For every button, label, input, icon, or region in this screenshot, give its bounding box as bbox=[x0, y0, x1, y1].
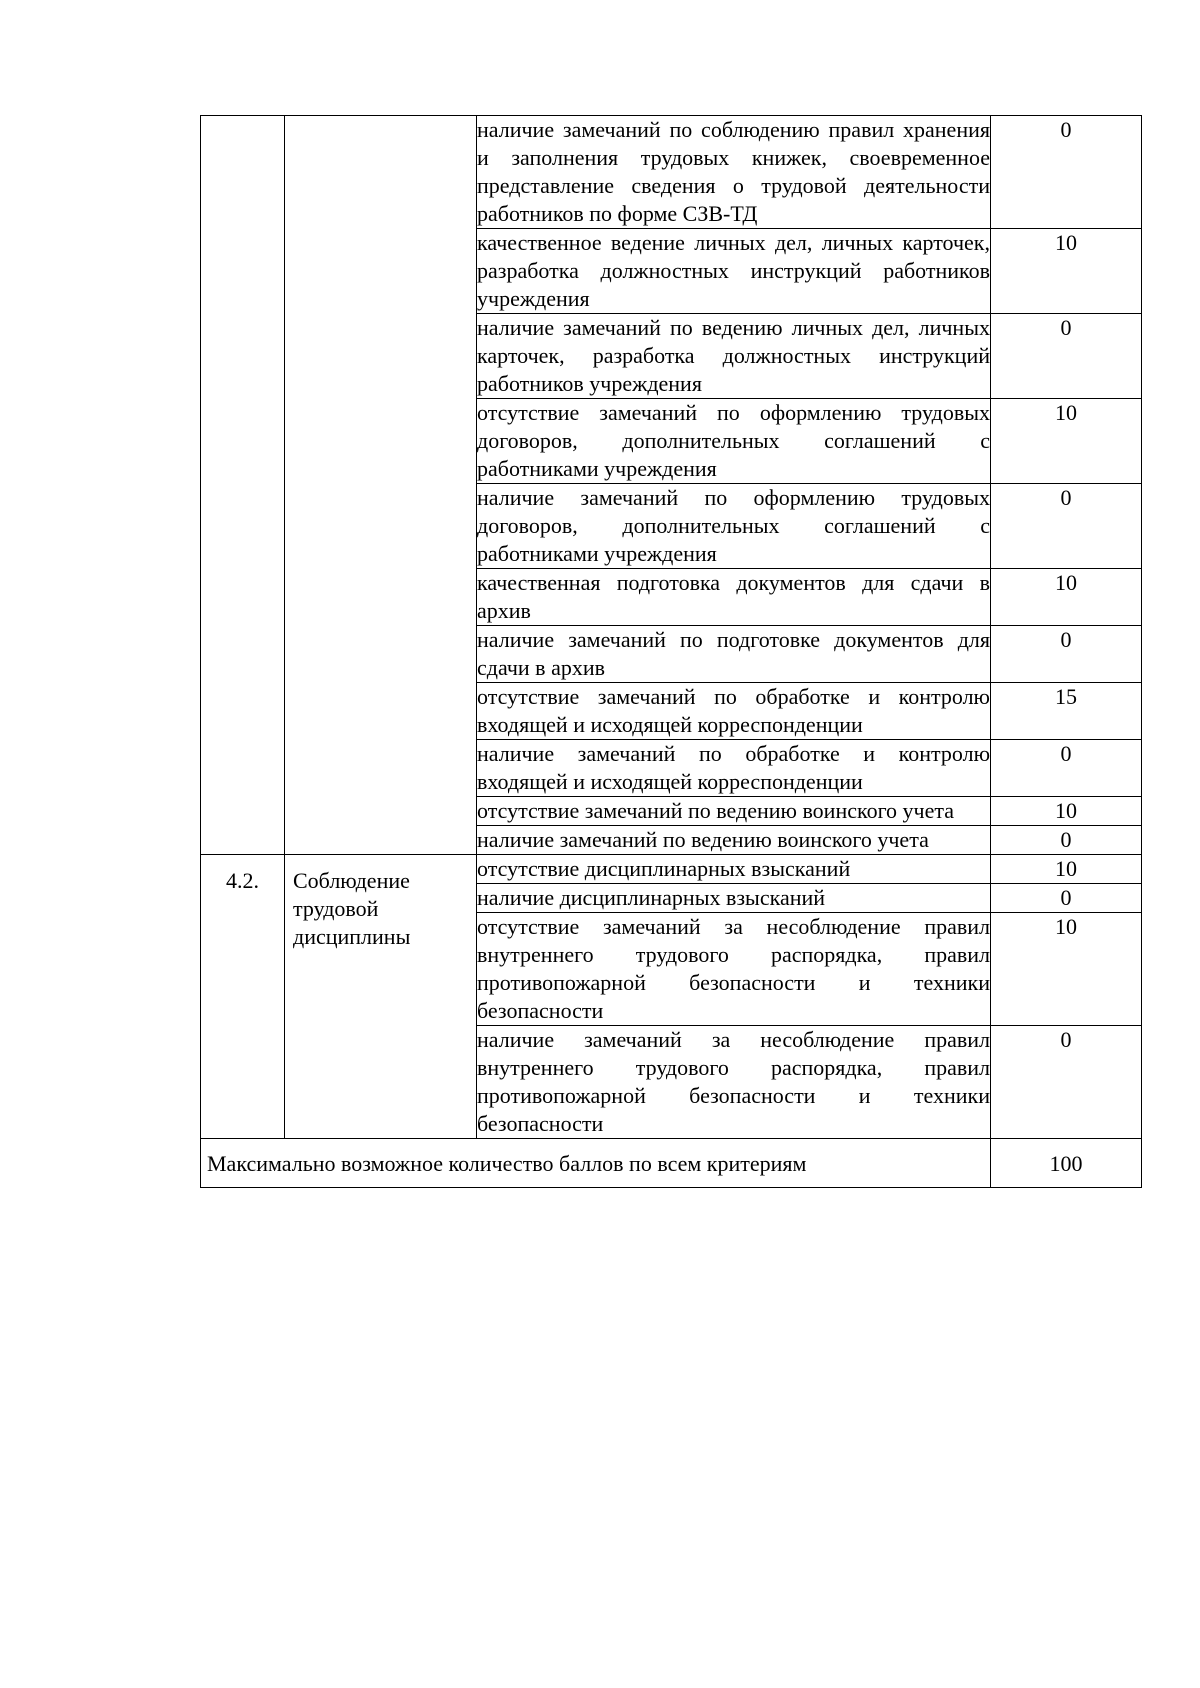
criterion-name-cell bbox=[285, 116, 477, 855]
indicator-score: 10 bbox=[991, 855, 1142, 884]
indicator-text: наличие замечаний по оформлению трудовых договоров, дополнительных соглашений с работниками учреждения bbox=[477, 484, 991, 569]
criterion-name: Соблюдение трудовой дисциплины bbox=[285, 855, 477, 1139]
indicator-text: наличие замечаний по ведению личных дел, личных карточек, разработка должностных инструкций работников учреждения bbox=[477, 314, 991, 399]
indicator-text: наличие замечаний по ведению воинского учета bbox=[477, 826, 991, 855]
indicator-text: наличие замечаний по обработке и контролю входящей и исходящей корреспонденции bbox=[477, 740, 991, 797]
indicator-score: 10 bbox=[991, 399, 1142, 484]
indicator-score: 0 bbox=[991, 740, 1142, 797]
indicator-score: 0 bbox=[991, 626, 1142, 683]
total-score: 100 bbox=[991, 1139, 1142, 1188]
indicator-score: 10 bbox=[991, 797, 1142, 826]
total-row bbox=[201, 1139, 1142, 1188]
indicator-score: 15 bbox=[991, 683, 1142, 740]
indicator-text: отсутствие дисциплинарных взысканий bbox=[477, 855, 991, 884]
indicator-score: 0 bbox=[991, 826, 1142, 855]
criterion-number-cell bbox=[201, 116, 285, 855]
indicator-text: качественное ведение личных дел, личных карточек, разработка должностных инструкций работников учреждения bbox=[477, 229, 991, 314]
indicator-score: 0 bbox=[991, 116, 1142, 229]
indicator-text: отсутствие замечаний по ведению воинского учета bbox=[477, 797, 991, 826]
indicator-score: 0 bbox=[991, 314, 1142, 399]
indicator-score: 10 bbox=[991, 913, 1142, 1026]
indicator-text: наличие замечаний по соблюдению правил хранения и заполнения трудовых книжек, своевременное представление сведения о трудовой деятельности работников по форме СЗВ-ТД bbox=[477, 116, 991, 229]
indicator-text: наличие дисциплинарных взысканий bbox=[477, 884, 991, 913]
table-row bbox=[201, 116, 1142, 229]
indicator-text: качественная подготовка документов для сдачи в архив bbox=[477, 569, 991, 626]
indicator-score: 0 bbox=[991, 484, 1142, 569]
indicator-text: отсутствие замечаний по обработке и контролю входящей и исходящей корреспонденции bbox=[477, 683, 991, 740]
criterion-number: 4.2. bbox=[201, 855, 285, 1139]
indicator-score: 0 bbox=[991, 884, 1142, 913]
indicator-text: наличие замечаний за несоблюдение правил внутреннего трудового распорядка, правил противопожарной безопасности и техники безопасности bbox=[477, 1026, 991, 1139]
indicator-text: отсутствие замечаний по оформлению трудовых договоров, дополнительных соглашений с работниками учреждения bbox=[477, 399, 991, 484]
table-row bbox=[201, 855, 1142, 884]
criteria-table bbox=[200, 115, 1142, 1188]
indicator-text: отсутствие замечаний за несоблюдение правил внутреннего трудового распорядка, правил противопожарной безопасности и техники безопасности bbox=[477, 913, 991, 1026]
indicator-text: наличие замечаний по подготовке документов для сдачи в архив bbox=[477, 626, 991, 683]
total-label: Максимально возможное количество баллов по всем критериям bbox=[201, 1139, 991, 1188]
indicator-score: 0 bbox=[991, 1026, 1142, 1139]
indicator-score: 10 bbox=[991, 229, 1142, 314]
indicator-score: 10 bbox=[991, 569, 1142, 626]
